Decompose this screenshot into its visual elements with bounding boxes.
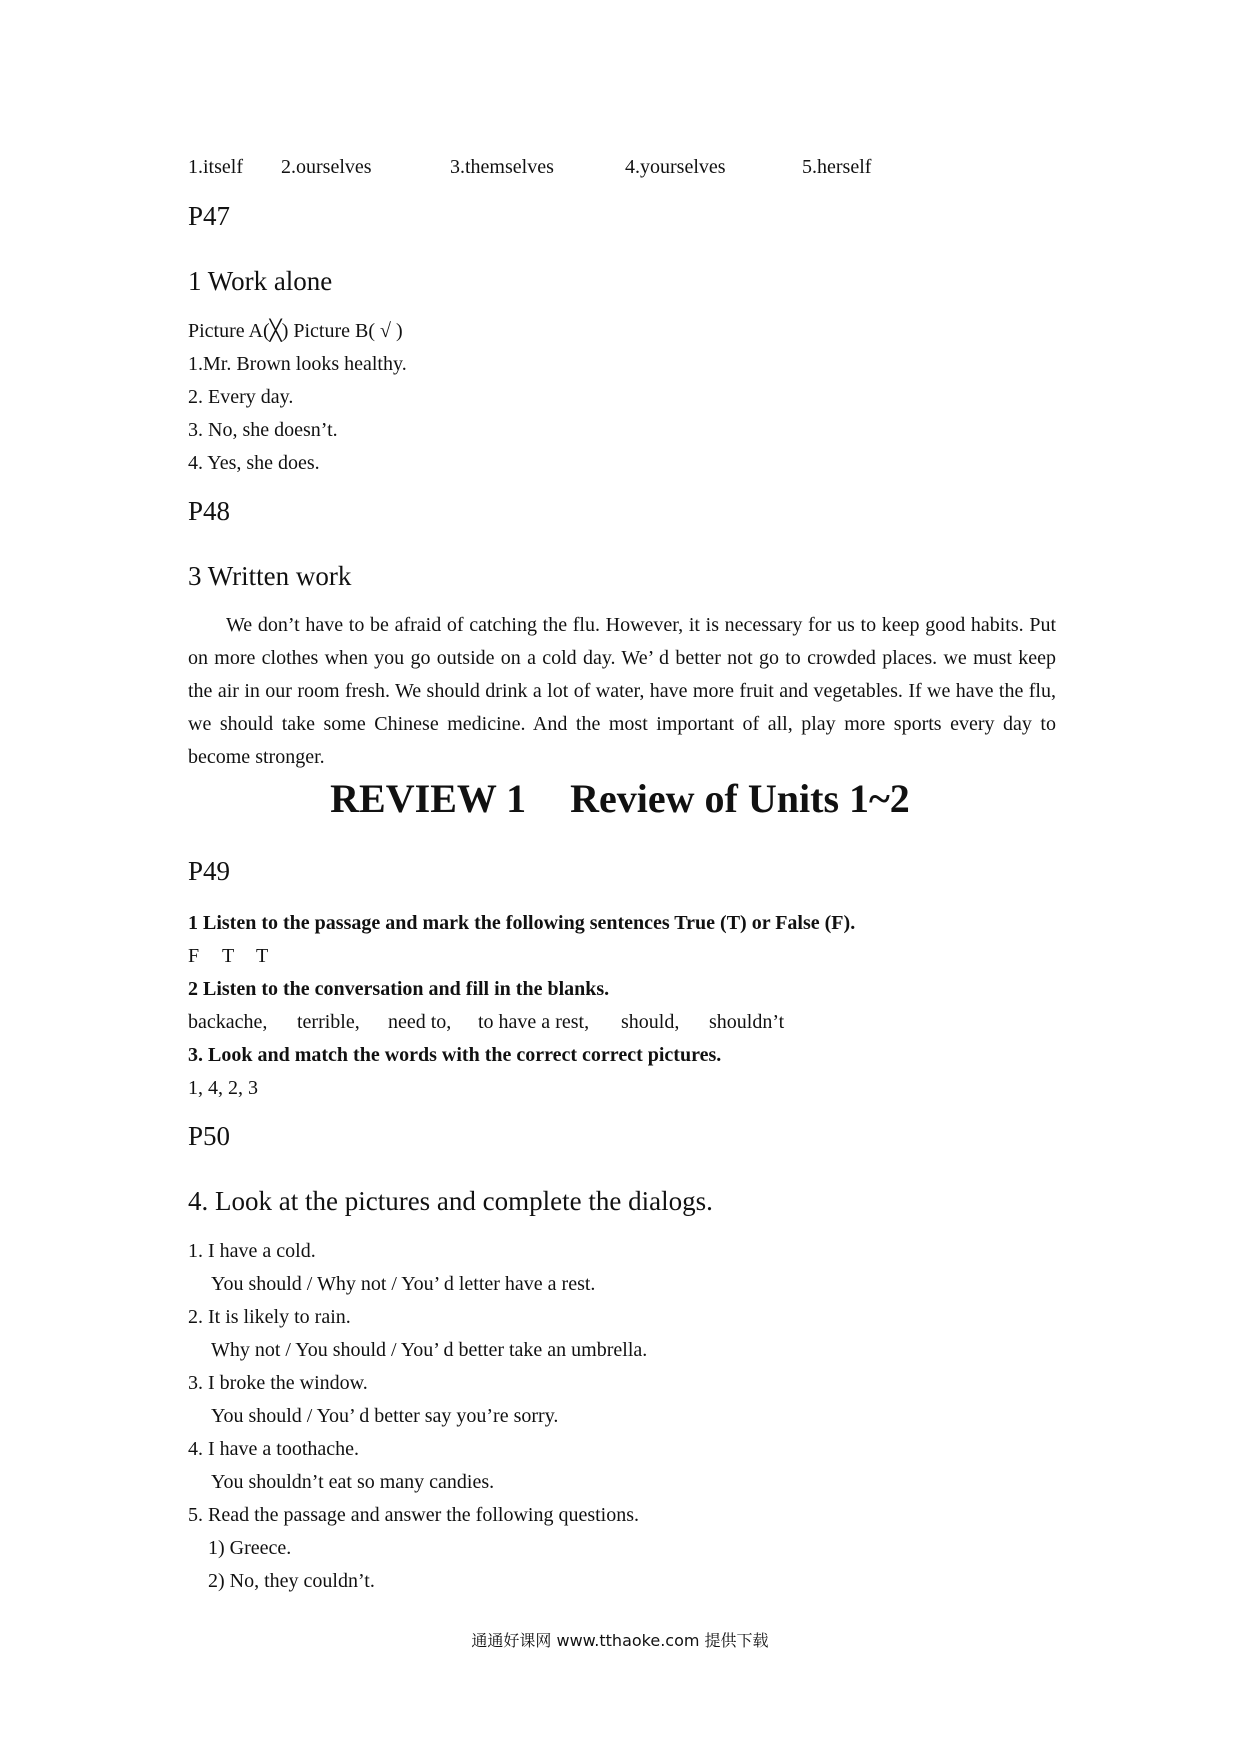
blank-answer: terrible, — [297, 1011, 360, 1033]
answer-line: Picture A(╳) Picture B( √ ) — [188, 320, 403, 342]
page-label-p50: P50 — [188, 1121, 231, 1151]
section-title-written-work: 3 Written work — [188, 561, 352, 591]
dialog-line: 1. I have a cold. — [188, 1240, 316, 1262]
dialog-line: 2. It is likely to rain. — [188, 1306, 351, 1328]
sub-answer: 2) No, they couldn’t. — [208, 1570, 375, 1592]
blank-answer: should, — [621, 1011, 680, 1033]
answer-item: 5.herself — [802, 156, 872, 178]
dialog-line: 4. I have a toothache. — [188, 1438, 360, 1460]
sub-answer: 1) Greece. — [208, 1537, 292, 1559]
dialog-response: You should / You’ d better say you’re sorry. — [211, 1405, 559, 1427]
answer-item: 2.ourselves — [281, 156, 372, 178]
tf-answer: T — [222, 945, 235, 967]
question-title: 1 Listen to the passage and mark the following sentences True (T) or False (F). — [188, 912, 856, 934]
review-heading-part2: Review of Units 1~2 — [570, 776, 910, 821]
dialog-line: 3. I broke the window. — [188, 1372, 368, 1394]
question-title: 3. Look and match the words with the correct correct pictures. — [188, 1044, 722, 1066]
match-answer: 1, 4, 2, 3 — [188, 1077, 258, 1099]
answer-line: 4. Yes, she does. — [188, 452, 320, 474]
page-label-p49: P49 — [188, 856, 231, 886]
dialog-response: You should / Why not / You’ d letter have a rest. — [211, 1273, 596, 1295]
review-heading-part1: REVIEW 1 — [330, 776, 527, 821]
answer-item: 1.itself — [188, 156, 243, 178]
blank-answer: to have a rest, — [478, 1011, 590, 1033]
blank-answer: shouldn’t — [709, 1011, 785, 1033]
answer-item: 3.themselves — [450, 156, 554, 178]
page-label-p48: P48 — [188, 496, 231, 526]
section-title-dialogs: 4. Look at the pictures and complete the dialogs. — [188, 1186, 713, 1216]
dialog-response: You shouldn’t eat so many candies. — [211, 1471, 495, 1493]
tf-answer: T — [256, 945, 269, 967]
review-heading — [0, 774, 1240, 824]
dialog-response: Why not / You should / You’ d better take an umbrella. — [211, 1339, 648, 1361]
written-work-paragraph: We don’t have to be afraid of catching the flu. However, it is necessary for us to keep good habits. Put on more clothes when you go outside on a cold day. We’ d better not go to crowded places. we must keep the air in our room fresh. We should drink a lot of water, have more fruit and vegetables. If we have the flu, we should take some Chinese medicine. And the most important of all, play more sports every day to become stronger. — [188, 614, 1056, 768]
question-title: 2 Listen to the conversation and fill in the blanks. — [188, 978, 610, 1000]
blank-answer: need to, — [388, 1011, 452, 1033]
tf-answer: F — [188, 945, 200, 967]
answer-line: 1.Mr. Brown looks healthy. — [188, 353, 407, 375]
page-footer: 通通好课网 www.tthaoke.com 提供下载 — [471, 1631, 769, 1650]
answer-line: 2. Every day. — [188, 386, 294, 408]
page-label-p47: P47 — [188, 201, 231, 231]
question-line: 5. Read the passage and answer the following questions. — [188, 1504, 640, 1526]
section-title-work-alone: 1 Work alone — [188, 266, 333, 296]
answer-item: 4.yourselves — [625, 156, 726, 178]
blank-answer: backache, — [188, 1011, 268, 1033]
answer-line: 3. No, she doesn’t. — [188, 419, 338, 441]
